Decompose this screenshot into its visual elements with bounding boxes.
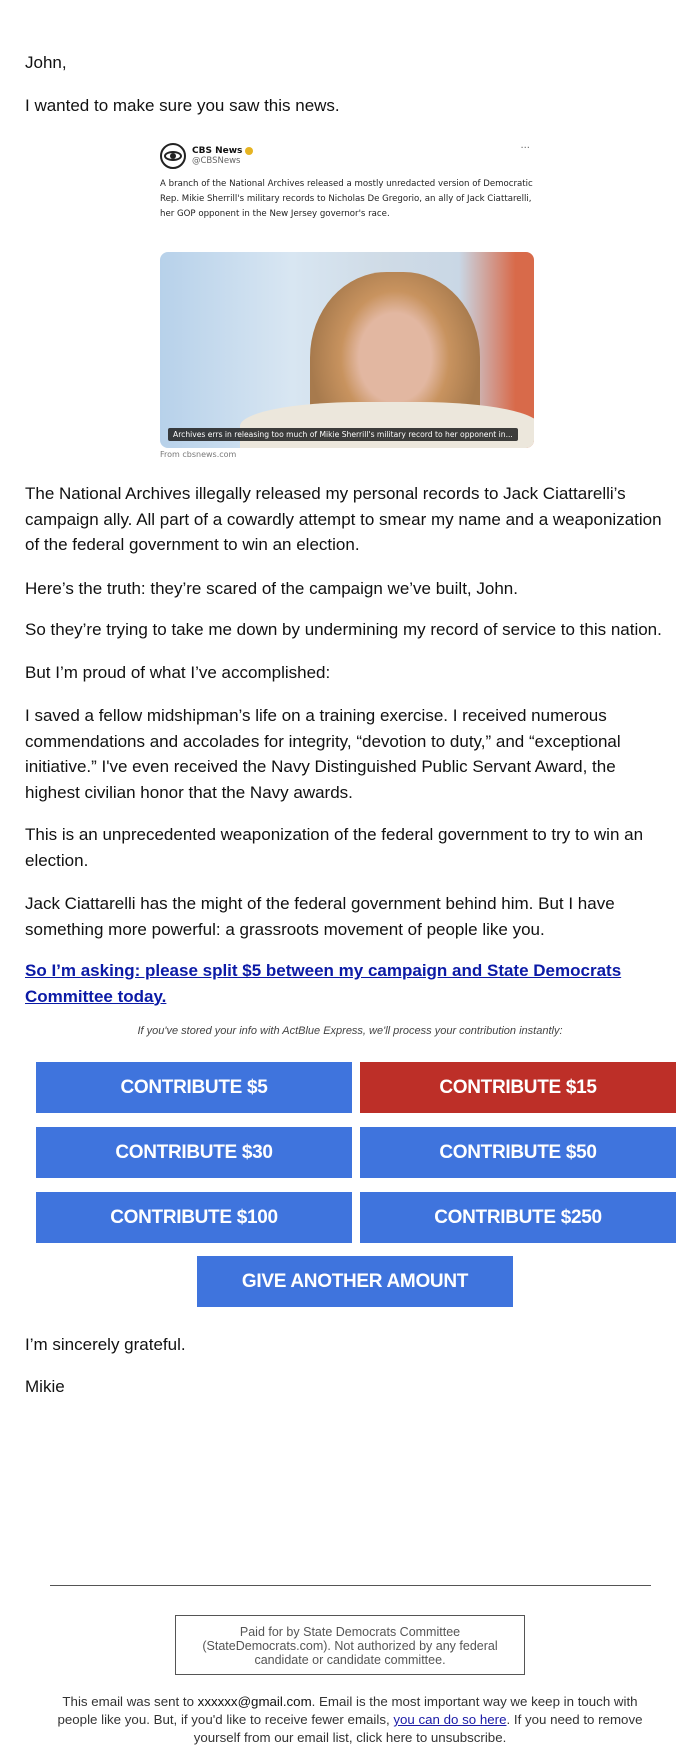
contribute-15-button[interactable]: CONTRIBUTE $15 bbox=[360, 1062, 676, 1113]
intro-text: I wanted to make sure you saw this news. bbox=[25, 96, 340, 115]
contribute-30-button[interactable]: CONTRIBUTE $30 bbox=[36, 1127, 352, 1178]
footer-text bbox=[45, 1693, 655, 1747]
more-options-icon: ··· bbox=[520, 143, 530, 154]
photo-caption: Archives errs in releasing too much of Mikie Sherrill's military record to her opponent in... bbox=[168, 428, 518, 441]
fewer-emails-link[interactable]: you can do so here bbox=[393, 1712, 507, 1727]
give-another-amount-button[interactable]: GIVE ANOTHER AMOUNT bbox=[197, 1256, 513, 1307]
footer-post: . If you need to remove yourself from our email list, click here to unsubscribe. bbox=[193, 1712, 643, 1745]
donate-cta-link[interactable]: So I’m asking: please split $5 between my campaign and State Democrats Committee today. bbox=[25, 961, 622, 1006]
actblue-express-note: If you've stored your info with ActBlue Express, we'll process your contribution instantly: bbox=[137, 1025, 563, 1037]
footer-mid: . Email is the most important way we keep in touch with people like you. But, if you'd like to receive fewer emails, bbox=[57, 1694, 638, 1727]
recipient-email: xxxxxx@gmail.com bbox=[197, 1694, 312, 1709]
contribute-5-button[interactable]: CONTRIBUTE $5 bbox=[36, 1062, 352, 1113]
signature: Mikie bbox=[25, 1377, 65, 1396]
news-photo bbox=[160, 252, 534, 448]
paid-for-disclaimer: Paid for by State Democrats Committee (StateDemocrats.com). Not authorized by any federal candidate or candidate committee. bbox=[175, 1615, 525, 1675]
contribute-100-button[interactable]: CONTRIBUTE $100 bbox=[36, 1192, 352, 1243]
paragraph: The National Archives illegally released my personal records to Jack Ciattarelli’s campaign ally. All part of a cowardly attempt to smear my name and a weaponization of the federal government to win an election. bbox=[25, 484, 662, 554]
closing: I’m sincerely grateful. bbox=[25, 1335, 186, 1354]
contribute-50-button[interactable]: CONTRIBUTE $50 bbox=[360, 1127, 676, 1178]
paragraph: I saved a fellow midshipman’s life on a training exercise. I received numerous commendations and accolades for integrity, “devotion to duty,” and “exceptional initiative.” I've even received the Navy Distinguished Public Servant Award, the highest civilian honor that the Navy awards. bbox=[25, 706, 621, 802]
paragraph: Here’s the truth: they’re scared of the campaign we’ve built, John. bbox=[25, 579, 518, 598]
tweet-source: From cbsnews.com bbox=[160, 450, 237, 459]
cbs-eye-logo-icon bbox=[160, 143, 186, 169]
footer-pre: This email was sent to bbox=[62, 1694, 198, 1709]
verified-badge-icon bbox=[245, 147, 253, 155]
paragraph: This is an unprecedented weaponization of the federal government to try to win an election. bbox=[25, 825, 644, 870]
greeting: John, bbox=[25, 53, 67, 72]
divider bbox=[50, 1585, 651, 1586]
paragraph: So they’re trying to take me down by undermining my record of service to this nation. bbox=[25, 620, 662, 639]
tweet-screenshot bbox=[154, 137, 546, 461]
tweet-author: CBS News bbox=[192, 146, 243, 156]
tweet-text: A branch of the National Archives released a mostly unredacted version of Democratic Rep. Mikie Sherrill's military records to Nicholas De Gregorio, an ally of Jack Ciattarelli, her GOP opponent in the New Jersey governor's race. bbox=[160, 179, 533, 219]
tweet-handle: @CBSNews bbox=[192, 156, 241, 166]
paragraph: But I’m proud of what I’ve accomplished: bbox=[25, 663, 331, 682]
contribute-250-button[interactable]: CONTRIBUTE $250 bbox=[360, 1192, 676, 1243]
paragraph: Jack Ciattarelli has the might of the federal government behind him. But I have something more powerful: a grassroots movement of people like you. bbox=[25, 894, 615, 939]
